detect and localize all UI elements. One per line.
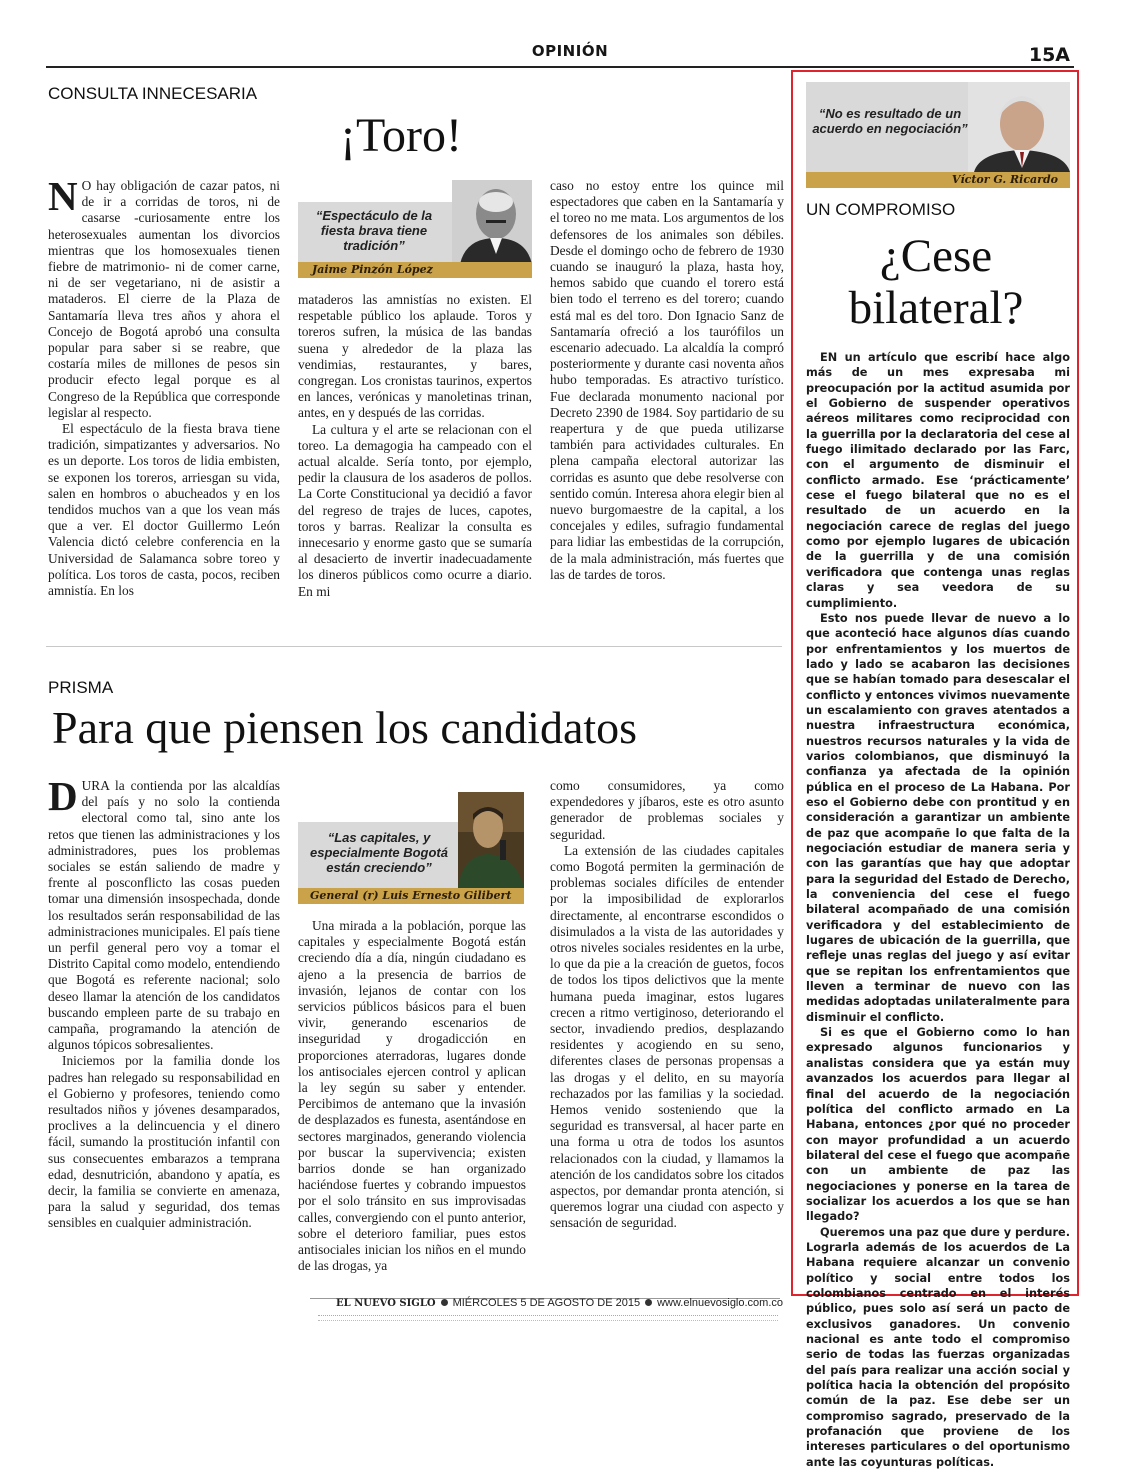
candidatos-para-5: La extensión de las ciudades capitales como Bogotá permiten la germinación de problemas sociales difíciles de entender por la imposibilidad de explorarlos directamente, al encontrarse escondidos o disimulados a la vista de las autoridades y otros niveles sociales residentes en la urbe, lo que da pie a la creación de guetos, focos de todos los tipos delictivos que la mente humana pueda imaginar, estos lugares crecen a ritmo vertiginoso, deteriorando el sector, invadiendo predios, desplazando residentes y acogiendo en su seno, diferentes clases de personas propensas a las drogas y el delito, en su mayoría rechazados por las familias y la sociedad. Hemos venido sosteniendo que la seguridad es transversal, al hacer parte en una forma u otra de todos los asuntos relacionados con la ciudad, y llamamos la atención de los candidatos sobre los citados aspectos, por demandar pronta atención, si queremos lograr una ciudad con aspecto y sensación de seguridad. <box>550 842 784 1231</box>
bullet-icon <box>645 1299 652 1306</box>
candidatos-col-2 <box>298 918 526 1274</box>
toro-quote: “Espectáculo de la fiesta brava tiene tradición” <box>315 208 433 253</box>
cese-headline-line-1: ¿Cese <box>879 230 993 282</box>
toro-para-2: El espectáculo de la fiesta brava tiene tradición, simpatizantes y adversarios. No es un deporte. Los toros de lidia embisten, se exponen los toreros, arriesgan su vida, salen en hombros o abucheados y en los tendidos muchos van a que los vean más que a ver. El doctor Guillermo León Valencia dictó celebre conferencia en la Universidad de Salamanca sobre toreo y política. Los toros de casta, pocos, reciben amnistía. En los <box>48 421 280 599</box>
cese-body <box>806 350 1070 1470</box>
cese-kicker: UN COMPROMISO <box>806 200 956 219</box>
candidatos-kicker: PRISMA <box>48 678 114 697</box>
bullet-icon <box>441 1299 448 1306</box>
page-number: 15A <box>1028 44 1070 66</box>
footer-date: MIÉRCOLES 5 DE AGOSTO DE 2015 <box>452 1297 641 1309</box>
author-portrait-ricardo <box>968 82 1070 172</box>
cese-headline-line-2: bilateral? <box>848 282 1024 334</box>
toro-para-4: La cultura y el arte se relacionan con el toreo. La demagogia ha campeado con el actual alcalde. Sería tonto, por ejemplo, pedir la clausura de los asaderos de pollos. La Corte Constitucional ya decidió a favor del regreso de trajes de luces, capotes, toros y barras. Realizar la consulta es innecesario y enorme gasto que se sumaría al desacierto de invertir inadecuadamente los dineros públicos como ocurre a diario. En mi <box>298 421 532 599</box>
candidatos-para-1: URA la contienda por las alcaldías del país y no solo la contienda electoral como tal, sino ante los retos que tienen las administraciones y los administradores, pues los problemas sociales se están saliendo de madre y frente al posconflicto las cosas pueden tomar una dimensión insospechada, donde los resultados serán responsabilidad de las administraciones municipales. El país tiene un perfil general pero voy a tomar el Distrito Capital como modelo, entendiendo que Bogotá es referente nacional; solo deseo llamar la atención de los candidatos buscando empleen parte de su trabajo en campaña, programando la atención de algunos tópicos sobresalientes. <box>48 778 280 1053</box>
cese-para-4: Queremos una paz que dure y perdure. Lograrla además de los acuerdos de La Habana requiere alcanzar un convenio político y social entre todos los colombianos centrado en el interés público, pues solo así será un pacto de exclusivos ganadores. Un convenio nacional es ante todo el compromiso serio de todas las fuerzas organizadas del país para realizar una acción social y política hacia la obtención del propósito común de la paz. Ese debe ser un compromiso sagrado, preservado de la profanación que proviene de los intereses particulares o del oportunismo ante las coyunturas políticas. <box>806 1225 1070 1469</box>
toro-col-2 <box>298 292 532 600</box>
article-divider <box>46 646 782 647</box>
candidatos-para-2: Iniciemos por la familia donde los padres han relegado su responsabilidad en el Gobierno y profesores, teniendo como resultados niños y jóvenes desamparados, proclives a la delincuencia y el dinero fácil, sumando la prostitución infantil con sus consecuentes embarazos a temprana edad, desnutrición, abandono y apatía, es decir, la familia se convierte en amenaza, para la salud y seguridad, dos temas sensibles en cualquier administración. <box>48 1053 280 1231</box>
cese-para-2: Esto nos puede llevar de nuevo a lo que aconteció hace algunos días cuando por enfrentamientos y los muertos de lado y lado se acabaron las decisiones que se habían tomado para desescalar el conflicto y entonces vivimos nuevamente un escalamiento con graves atentados a nuestra infraestructura económica, nuestros recursos naturales y la vida de varios colombianos, que disminuyó la confianza ya afectada de la opinión pública en el proceso de La Habana. Por eso el Gobierno debe con prontitud y en consideración a garantizar un ambiente de paz que acompañe lo que falta de la negociación estudiar de manera seria y con las garantías que hay que adoptar para la seguridad del Estado de Derecho, la conveniencia del cese el fuego bilateral acompañado de una comisión verificadora y del establecimiento de lugares de ubicación de la guerrilla, que refleje unas reglas del juego y así evitar que se repitan los enfrentamientos que lleven a terminar de nuevo con las medidas adoptadas unilateralmente para disminuir el conflicto. <box>806 611 1070 1024</box>
footer <box>336 1297 783 1309</box>
toro-headline: ¡Toro! <box>340 109 462 162</box>
candidatos-quote: “Las capitales, y especialmente Bogotá están creciendo” <box>310 830 448 875</box>
candidatos-para-3: Una mirada a la población, porque las capitales y especialmente Bogotá están creciendo día a día, ningún ciudadano es ajeno a la presencia de barrios de invasión, lejanos de contar con los servicios públicos básicos para el buen vivir, generando escenarios de inseguridad y drogadicción en proporciones aterradoras, lugares donde los antisociales ejercen control y aplican la ley según su saber y entender. Percibimos de antemano que la invasión de desplazados es funesta, asentándose en sectores marginados, generando violencia por buscar la supervivencia; existen barrios donde se han organizado haciéndose fuertes y cobrando impuestos por el solo tránsito en sus improvisadas calles, convergiendo con el punto anterior, sobre el deterioro familiar, pues estos antisociales inician los niños en el mundo de las drogas, ya <box>298 918 526 1274</box>
toro-para-3: mataderos las amnistías no existen. El respetable público los aplaude. Toros y toreros sufren, la música de las bandas suena y alrededor de la plaza las vendimias, restaurantes, y bares, congregan. Los cronistas taurinos, expertos en lances, verónicas y manoletinas trinan, antes, en y después de las corridas. <box>298 292 532 421</box>
section-title: OPINIÓN <box>531 42 609 60</box>
candidatos-para-4: como consumidores, ya como expendedores y jíbaros, este es otro asunto generador de problemas sociales y seguridad. <box>550 778 784 842</box>
cese-quote: “No es resultado de un acuerdo en negociación” <box>812 106 968 136</box>
header-rule <box>46 66 1074 68</box>
cese-author-name: Víctor G. Ricardo <box>806 172 1070 188</box>
cese-para-3: Si es que el Gobierno como lo han expresado algunos funcionarios y analistas considera que ya están muy avanzados los acuerdos para llegar al final del acuerdo de la negociación política del conflicto armado en La Habana, entonces ¿por qué no proceder con mayor profundidad a un acuerdo bilateral del cese el fuego que acompañe con un ambiente de paz las negociaciones y ponerse en la tarea de socializar los acuerdos a los que se han llegado? <box>806 1026 1070 1224</box>
footer-url[interactable]: www.elnuevosiglo.com.co <box>657 1297 784 1309</box>
toro-kicker: CONSULTA INNECESARIA <box>48 84 258 103</box>
candidatos-author-name: General (r) Luis Ernesto Gilibert <box>298 888 524 904</box>
candidatos-dropcap: D <box>48 773 78 819</box>
cese-headline <box>800 230 1072 334</box>
toro-author-name: Jaime Pinzón López <box>298 262 532 278</box>
candidatos-headline: Para que piensen los candidatos <box>52 702 638 753</box>
author-portrait-pinzon <box>452 180 532 264</box>
author-portrait-gilibert <box>458 792 524 888</box>
toro-col-3 <box>550 178 784 583</box>
cese-lead: EN <box>820 351 838 364</box>
footer-paper-name: EL NUEVO SIGLO <box>336 1298 436 1309</box>
toro-col-1 <box>48 173 280 599</box>
cese-para-1: un artículo que escribí hace algo más de un mes expresaba mi preocupación por la actitud asumida por el Gobierno de suspender operativos aéreos militares como reciprocidad con la guerrilla por la declaratoria del cese al fuego ilimitado declarado por las Farc, con el argumento de disminuir el conflicto armado. Ese ‘prácticamente’ cese el fuego bilateral que no es el resultado de un acuerdo en la negociación carece de reglas del juego como por ejemplo lugares de ubicación de la guerrilla y de una comisión verificadora que contenga unas reglas claras y sea veedora de su cumplimiento. <box>806 351 1071 610</box>
candidatos-col-3 <box>550 778 784 1232</box>
toro-para-5: caso no estoy entre los quince mil espectadores que caben en la Santamaría y el toreo no me mata. Los argumentos de los defensores de los animales son débiles. Desde el domingo ocho de febrero de 1930 cuando se inauguró la plaza, hasta hoy, hemos sabido que cuando el torero está bien todo el terreno es del torero; cuando está mal es del toro. Don Ignacio Sanz de Santamaría ofreció a los taurófilos un escenario adecuado. La alcaldía la compró posteriormente y durante casi noventa años hubo temporadas. Es atractivo turístico. Fue declarada monumento nacional por Decreto 2390 de 1984. Soy partidario de su reapertura y de que pueda utilizarse también para actividades culturales. En plena campaña electoral autorizar las corridas es asunto que debe resolverse con sentido común. Interesa ahora elegir bien al nuevo burgomaestre de la capital, a los concejales y ediles, sufragio fundamental para lidiar las embestidas de la corrupción, de la mala administración, más fuertes que las de tardes de toros. <box>550 178 784 582</box>
footer-fine-print <box>318 1315 778 1321</box>
toro-para-1: O hay obligación de cazar patos, ni de ir a corridas de toros, ni de casarse -curiosamente entre los heterosexuales aumentan los divorcios mientras que los homosexuales tienen fiebre de matrimonio- ni de comer carne, ni de ser vegetariano, ni de asistir a mataderos. El cierre de la Plaza de Santamaría lleva tres años y ahora el Concejo de Bogotá aprobó una consulta popular para saber si se reabre, que costaría miles de millones de pesos sin producir efecto legal porque es al Congreso de la República que corresponde legislar al respecto. <box>48 178 280 420</box>
candidatos-col-1 <box>48 773 280 1232</box>
toro-dropcap: N <box>48 173 78 219</box>
